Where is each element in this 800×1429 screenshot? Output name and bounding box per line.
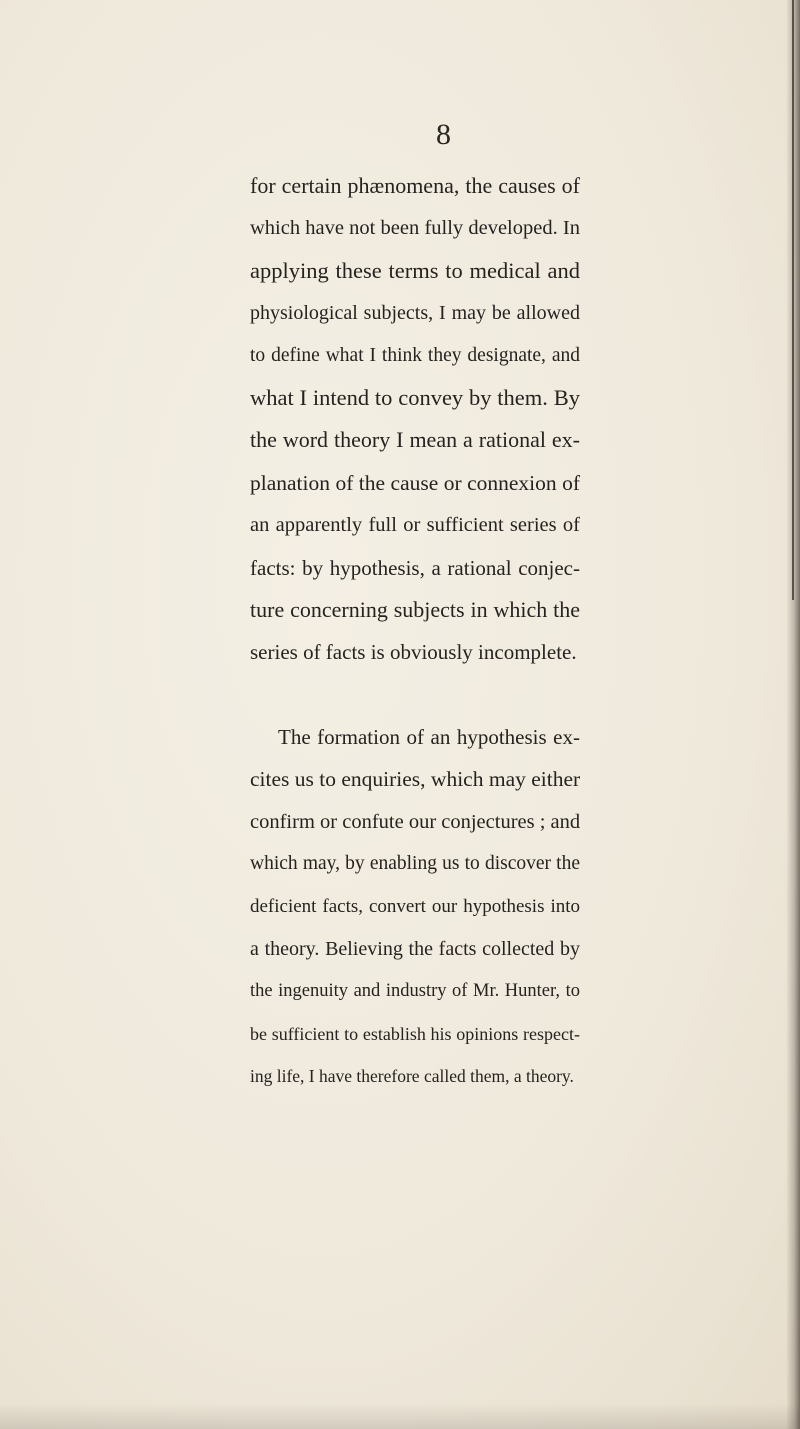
- body-text: [250, 165, 580, 1098]
- text-line: the ingenuity and industry of Mr. Hunter, to: [250, 981, 580, 1002]
- page-edge-line: [792, 0, 794, 600]
- page-number: 8: [436, 118, 451, 151]
- paragraph-1: [250, 165, 580, 674]
- text-line: physiological subjects, I may be allowed: [250, 302, 580, 325]
- text-line: for certain phænomena, the causes of: [250, 173, 580, 198]
- text-line: series of facts is obviously incomplete.: [250, 640, 577, 665]
- text-line: to define what I think they designate, and: [250, 344, 580, 366]
- text-line: deficient facts, convert our hypothesis into: [250, 895, 580, 917]
- text-line: which may, by enabling us to discover the: [250, 853, 580, 875]
- text-line: ing life, I have therefore called them, a theory.: [250, 1066, 574, 1087]
- text-line: a theory. Believing the facts collected by: [250, 937, 580, 960]
- text-line: be sufficient to establish his opinions respect-: [250, 1023, 580, 1044]
- text-line: facts: by hypothesis, a rational conjec-: [250, 555, 580, 580]
- text-line: applying these terms to medical and: [250, 257, 580, 283]
- paragraph-2: [250, 716, 580, 1098]
- text-line: the word theory I mean a rational ex-: [250, 427, 580, 453]
- text-line: The formation of an hypothesis ex-: [278, 724, 580, 749]
- text-line: ture concerning subjects in which the: [250, 597, 580, 623]
- text-line: which have not been fully developed. In: [250, 217, 580, 240]
- text-line: planation of the cause or connexion of: [250, 470, 580, 495]
- page-bottom-smudge: [0, 1403, 800, 1429]
- text-line: cites us to enquiries, which may either: [250, 767, 581, 792]
- text-line: confirm or confute our conjectures ; and: [250, 810, 581, 833]
- text-line: what I intend to convey by them. By: [250, 385, 580, 411]
- text-line: an apparently full or sufficient series of: [250, 514, 580, 537]
